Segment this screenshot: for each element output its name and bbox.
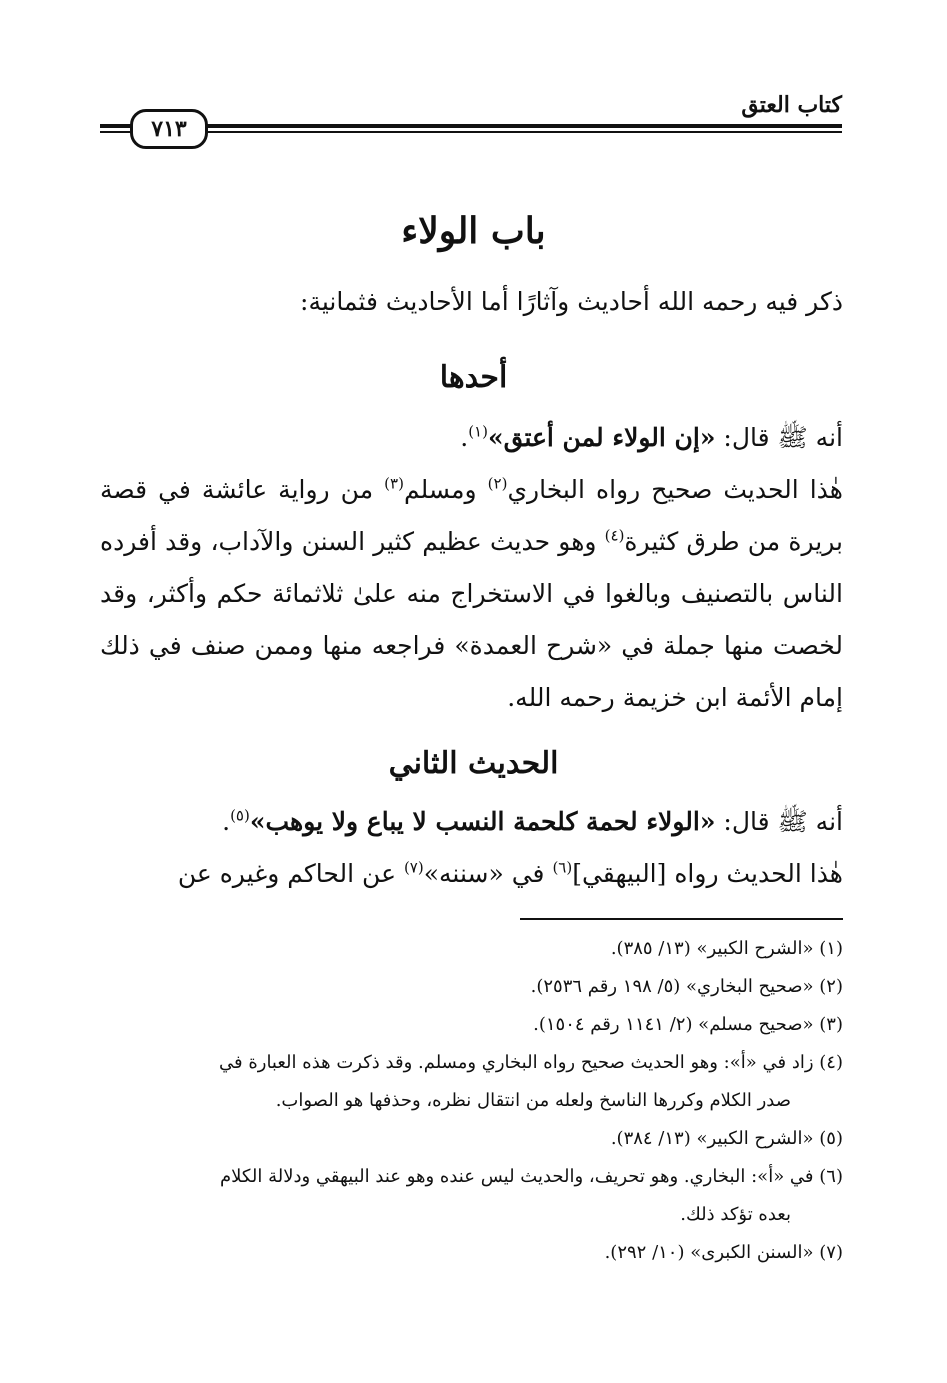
hadith2-heading: الحديث الثاني [388,746,559,781]
commentary-text: من رواية عائشة في قصة بريرة من طرق كثيرة [100,475,843,556]
footnote-number: (٢) [819,976,843,997]
hadith2-commentary [100,848,843,900]
commentary-text: عن الحاكم وغيره عن [177,859,404,888]
header-rule [100,124,842,128]
hadith2-text [100,796,843,848]
footnote-ref: (٤) [604,526,625,545]
hadith2-end: . [222,807,231,836]
header-rule-thin [100,131,842,133]
footnote-number: (٤) [819,1052,843,1073]
commentary-text: في «سننه» [423,859,553,888]
footnote-text: «السنن الكبرى» (١٠/ ٢٩٢). [604,1242,814,1263]
footnote-separator [520,918,843,920]
commentary-text: ومسلم [403,475,488,504]
commentary-text: وهو حديث عظيم كثير السنن والآداب، وقد أفرده الناس بالتصنيف وبالغوا في الاستخراج منه علىٰ ثلاثمائة حكم وأكثر، وقد لخصت منها جملة في «شرح العمدة» فراجعه منها وممن صنف في ذلك إمام الأئمة ابن خزيمة رحمه الله. [100,527,843,712]
page-number: ٧١٣ [130,109,208,149]
footnote-number: (٦) [819,1166,843,1187]
footnote-ref: (٣) [384,474,404,493]
footnote-item [100,1006,843,1044]
footnote-continuation: صدر الكلام وكررها الناسخ ولعله من انتقال نظره، وحذفها هو الصواب. [275,1090,791,1111]
footnote-number: (٥) [819,1128,843,1149]
footnote-item [100,1158,843,1234]
hadith2-quote: «الولاء لحمة كلحمة النسب لا يباع ولا يوهب» [249,807,716,836]
footnote-text: «الشرح الكبير» (١٣/ ٣٨٥). [610,938,814,959]
hadith2-prefix: أنه ﷺ قال: [715,807,843,836]
footnote-list [100,930,843,1272]
hadith1-commentary [100,464,843,724]
footnote-number: (٧) [819,1242,843,1263]
commentary-text: هٰذا الحديث صحيح رواه البخاري [507,475,843,504]
footnote-text: «الشرح الكبير» (١٣/ ٣٨٤). [610,1128,814,1149]
footnote-ref: (٦) [552,858,573,877]
footnote-ref: (٧) [403,858,424,877]
hadith1-quote: «إن الولاء لمن أعتق» [487,423,716,452]
footnote-text: «صحيح مسلم» (٢/ ١١٤١ رقم ١٥٠٤). [533,1014,814,1035]
footnote-text: «صحيح البخاري» (٥/ ١٩٨ رقم ٢٥٣٦). [530,976,814,997]
footnote-text: زاد في «أ»: وهو الحديث صحيح رواه البخاري ومسلم. وقد ذكرت هذه العبارة في [219,1052,814,1073]
hadith1-end: . [460,423,469,452]
footnote-item [100,1044,843,1120]
footnote-ref: (٢) [487,474,508,493]
footnote-item [100,1120,843,1158]
chapter-title: باب الولاء [401,210,546,252]
footnote-item [100,930,843,968]
footnote-item [100,968,843,1006]
footnote-number: (٣) [819,1014,843,1035]
footnote-text: في «أ»: البخاري. وهو تحريف، والحديث ليس عنده وهو عند البيهقي ودلالة الكلام [220,1166,814,1187]
book-title: كتاب العتق [741,92,842,118]
footnote-ref: (٥) [230,806,250,825]
footnote-number: (١) [819,938,843,959]
intro-paragraph: ذكر فيه رحمه الله أحاديث وآثارًا أما الأحاديث فثمانية: [300,287,843,316]
commentary-text: هٰذا الحديث رواه [البيهقي] [572,859,843,888]
hadith1-heading: أحدها [439,360,508,395]
hadith1-text [100,412,843,464]
footnote-ref: (١) [468,422,488,441]
footnote-item [100,1234,843,1272]
hadith1-prefix: أنه ﷺ قال: [715,423,843,452]
footnote-continuation: بعده تؤكد ذلك. [680,1204,791,1225]
